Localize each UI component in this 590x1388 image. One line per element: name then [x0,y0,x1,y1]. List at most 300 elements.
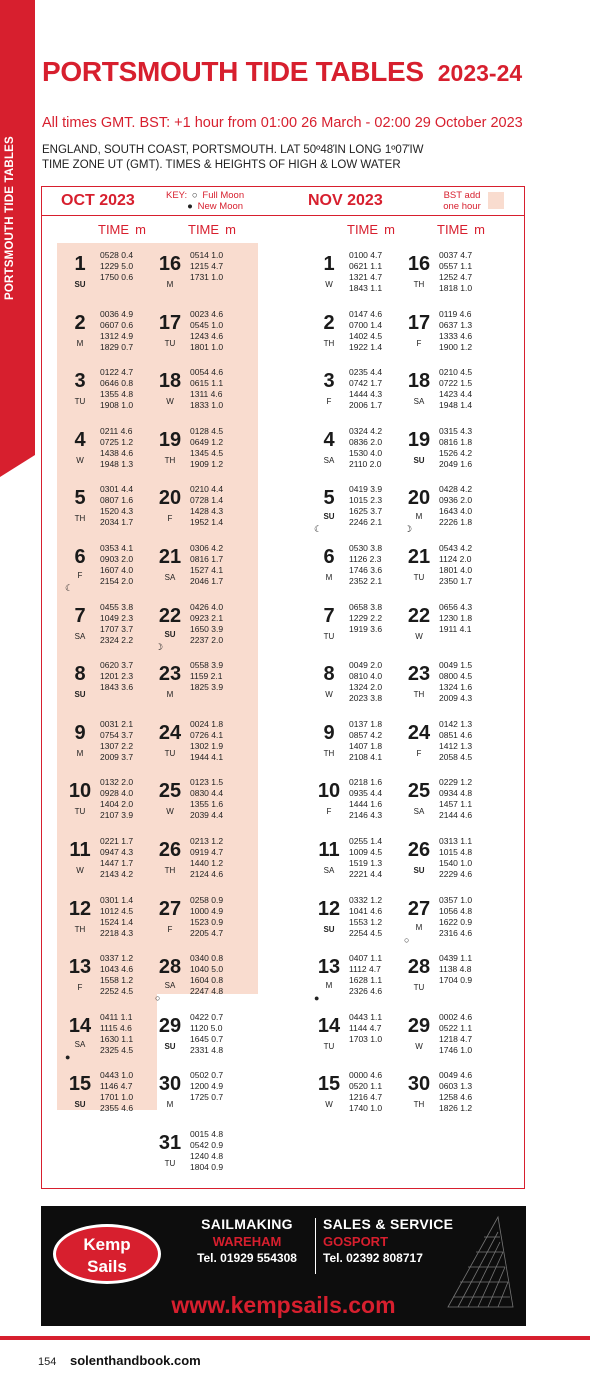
tide-day-entry [62,719,162,775]
moon-phase-icon: ☽ [155,641,164,652]
tide-time-height: 1307 2.2 [100,740,134,751]
day-number: 21 [158,546,182,568]
day-of-week: TU [413,573,425,582]
day-number: 26 [158,839,182,861]
day-number: 16 [407,253,431,275]
tide-times [439,1070,472,1114]
tide-time-height: 2254 4.5 [349,927,383,938]
tide-times [100,895,133,939]
tide-time-height: 0049 1.5 [439,660,473,671]
tide-time-height: 0522 1.1 [439,1022,473,1033]
tide-times [439,309,472,353]
col-m-label: m [225,222,236,237]
tide-times [100,543,133,587]
day-number: 7 [323,604,335,627]
tide-time-height: 0301 1.4 [100,894,134,905]
tide-time-height: 0615 1.1 [190,378,224,389]
tide-time-height: 0357 1.0 [439,894,473,905]
day-of-week: SU [164,1041,176,1051]
tide-times [190,367,223,411]
tide-time-height: 1412 1.3 [439,740,473,751]
day-number: 1 [323,253,335,275]
day-number: 23 [407,663,431,686]
tide-time-height: 0934 4.8 [439,788,473,799]
tide-time-height: 0000 4.6 [349,1070,383,1081]
day-of-week: SU [413,866,425,875]
moon-phase-icon: ○ [155,993,161,1004]
tide-time-height: 1229 2.2 [349,612,383,623]
tide-times [439,426,472,470]
tide-time-height: 0210 4.4 [190,484,224,495]
tide-times [349,367,382,411]
title-years: 2023-24 [437,60,523,86]
tide-time-height: 1523 0.9 [190,916,224,927]
col-head-oct-2 [188,222,236,237]
tide-time-height: 1628 1.1 [349,975,383,986]
tide-time-height: 1650 3.9 [190,623,224,634]
tide-time-height: 1908 1.0 [100,400,134,411]
tide-time-height: 1540 1.0 [439,858,473,868]
col-m-label: m [135,222,146,237]
tide-day-entry [152,367,252,423]
tide-day-entry [152,543,252,599]
tide-day-entry [401,367,501,423]
tide-time-height: 1115 4.6 [100,1022,132,1033]
day-of-week: W [415,1041,423,1051]
tide-time-height: 1948 1.3 [100,458,134,469]
tide-day-entry [311,777,411,833]
tide-day-entry [311,660,411,716]
tide-day-entry [152,1129,252,1185]
day-of-week: TH [413,1100,425,1110]
day-of-week: F [167,924,173,934]
tide-time-height: 1625 3.7 [349,506,383,517]
tide-time-height: 1553 1.2 [349,916,383,927]
tide-time-height: 1215 4.7 [190,261,224,271]
tide-time-height: 2006 1.7 [349,400,383,411]
day-number: 22 [407,604,431,627]
day-of-week: TH [323,748,335,758]
tide-day-entry [62,309,162,365]
tide-day-entry [152,660,252,716]
tide-day-entry [311,836,411,892]
tide-time-height: 0123 1.5 [190,777,224,788]
tide-time-height: 0542 0.9 [190,1140,224,1150]
tide-day-entry [311,367,411,423]
tide-time-height: 1407 1.8 [349,740,383,751]
tide-times [100,309,133,353]
tide-day-entry [401,543,501,599]
tide-time-height: 0620 3.7 [100,660,134,671]
tide-time-height: 2252 4.5 [100,986,134,997]
tide-times [439,836,472,880]
tide-times [349,836,382,880]
day-number: 20 [407,487,431,510]
day-of-week: SA [413,807,425,817]
day-number: 28 [407,956,431,979]
day-of-week: F [416,338,422,348]
tide-time-height: 0313 1.1 [439,836,473,846]
tide-times [190,543,223,587]
footer-site-link[interactable]: solenthandbook.com [70,1353,201,1368]
ad-col2-place: GOSPORT [323,1234,389,1249]
tide-time-height: 1520 4.3 [100,506,134,517]
tide-time-height: 1801 4.0 [439,565,473,575]
tide-time-height: 1825 3.9 [190,682,224,693]
tide-time-height: 2352 2.1 [349,576,383,586]
tide-time-height: 0621 1.1 [349,261,383,271]
tide-day-entry [311,602,411,658]
tide-time-height: 2049 1.6 [439,458,473,469]
tide-time-height: 0407 1.1 [349,953,383,964]
tide-time-height: 1230 1.8 [439,612,473,623]
tide-times [349,484,382,528]
nov-title: NOV 2023 [308,192,383,209]
day-of-week: W [76,455,84,465]
tide-time-height: 1428 4.3 [190,506,224,517]
tide-times [439,1012,472,1056]
tide-time-height: 0919 4.7 [190,847,224,857]
tide-day-entry [62,367,162,423]
bst-note [440,190,484,212]
tide-time-height: 2039 4.4 [190,810,224,821]
tide-times [349,602,382,635]
day-number: 28 [158,956,182,979]
tide-time-height: 0807 1.6 [100,495,134,506]
tide-time-height: 0419 3.9 [349,484,383,495]
tide-times [190,1070,223,1103]
day-number: 12 [317,897,341,920]
day-of-week: M [325,981,333,991]
day-number: 23 [158,663,182,686]
tide-time-height: 0455 3.8 [100,601,134,612]
tide-time-height: 0514 1.0 [190,250,224,260]
kemp-sails-logo [53,1224,161,1284]
tide-time-height: 1701 1.0 [100,1092,134,1103]
tide-time-height: 0637 1.3 [439,319,473,330]
tide-times [100,777,133,821]
tide-time-height: 1312 4.9 [100,330,134,341]
moon-phase-icon: ☾ [65,583,74,593]
tide-times [190,953,223,997]
tide-time-height: 2110 2.0 [349,458,382,469]
day-of-week: M [166,280,174,289]
tide-times [349,777,382,821]
tide-time-height: 1159 2.1 [190,671,223,682]
tide-time-height: 1056 4.8 [439,905,473,916]
page-number: 154 [38,1356,57,1368]
tide-times [190,1129,223,1173]
day-number: 29 [158,1014,182,1037]
bst-note-line-1: BST add [443,190,481,201]
day-number: 19 [158,428,182,451]
tide-time-height: 1126 2.3 [349,554,382,564]
day-number: 9 [74,721,86,744]
tide-times [439,367,472,411]
tide-times [439,895,472,939]
ad-url-link[interactable]: www.kempsails.com [171,1292,396,1318]
tide-time-height: 1948 1.4 [439,400,473,411]
day-of-week: W [76,866,84,875]
day-of-week: SU [74,280,86,289]
tide-time-height: 2124 4.6 [190,869,224,879]
tide-time-height: 0332 1.2 [349,894,383,905]
day-number: 8 [323,663,335,686]
day-number: 2 [74,311,86,334]
day-number: 16 [158,253,182,275]
day-of-week: SU [74,690,86,700]
tide-time-height: 1900 1.2 [439,341,473,352]
tide-day-entry [401,309,501,365]
day-number: 24 [158,721,182,744]
tide-time-height: 0023 4.6 [190,308,224,319]
tide-time-height: 0301 4.4 [100,484,134,495]
tide-times [190,1012,223,1056]
kemp-sails-advert[interactable] [41,1206,526,1326]
new-moon-icon: ● [187,201,193,212]
tide-time-height: 1703 1.0 [349,1033,383,1044]
tide-time-height: 1457 1.1 [439,799,473,810]
tide-time-height: 0443 1.1 [349,1011,383,1022]
tide-time-height: 1833 1.0 [190,400,224,411]
gmt-note: All times GMT. BST: +1 hour from 01:00 26 March - 02:00 29 October 2023 [42,115,523,131]
tide-times [190,719,223,763]
tide-time-height: 0036 4.9 [100,308,134,319]
tide-day-entry [401,484,501,540]
tide-day-entry [62,250,162,306]
tide-time-height: 0742 1.7 [349,378,383,389]
tide-time-height: 1630 1.1 [100,1033,134,1044]
tide-time-height: 0646 0.8 [100,378,134,389]
ad-sailmaking [183,1216,311,1265]
day-of-week: M [166,1100,174,1110]
tide-time-height: 1447 1.7 [100,858,134,868]
tide-time-height: 1000 4.9 [190,905,224,916]
title-text: PORTSMOUTH TIDE TABLES [42,56,424,87]
tide-day-entry [62,426,162,482]
tide-time-height: 1240 4.8 [190,1151,224,1161]
tide-times [100,367,133,411]
day-number: 17 [158,311,182,334]
tide-time-height: 0607 0.6 [100,319,134,330]
day-number: 29 [407,1014,431,1037]
day-of-week: W [415,631,423,641]
tide-day-entry [62,836,162,892]
tide-time-height: 1843 3.6 [100,682,134,693]
tide-times [349,719,382,763]
tide-time-height: 2331 4.8 [190,1044,224,1055]
tide-day-entry [152,426,252,482]
tide-day-entry [152,1012,252,1068]
tide-times [190,426,223,470]
tide-time-height: 0422 0.7 [190,1011,224,1022]
tide-time-height: 0658 3.8 [349,601,383,612]
tide-times [100,602,133,646]
tide-time-height: 0122 4.7 [100,367,134,378]
tide-time-height: 1643 4.0 [439,506,473,517]
tide-time-height: 2229 4.6 [439,869,473,879]
day-number: 7 [74,604,86,627]
tide-time-height: 1144 4.7 [349,1022,382,1033]
tide-time-height: 1252 4.7 [439,272,473,282]
tide-day-entry [62,1070,162,1126]
page-title [42,56,522,88]
tide-time-height: 0543 4.2 [439,543,473,553]
tide-day-entry [62,895,162,951]
tide-time-height: 1952 1.4 [190,517,224,528]
tide-day-entry [311,1012,411,1068]
day-of-week: SA [74,1039,86,1049]
tide-time-height: 0211 4.6 [100,425,133,436]
day-number: 27 [407,897,431,920]
tide-time-height: 0722 1.5 [439,378,473,389]
tide-day-entry [62,543,162,599]
ad-col1-heading: SAILMAKING [201,1216,293,1232]
tide-day-entry [311,426,411,482]
tide-time-height: 1801 1.0 [190,341,224,352]
tide-time-height: 2350 1.7 [439,576,473,586]
tide-time-height: 1404 2.0 [100,799,134,810]
tide-time-height: 0255 1.4 [349,836,383,846]
tide-day-entry [62,484,162,540]
tide-time-height: 2046 1.7 [190,576,224,586]
tide-time-height: 0119 4.6 [439,308,472,319]
tide-day-entry [152,777,252,833]
tide-time-height: 0816 1.7 [190,554,224,564]
tide-time-height: 0428 4.2 [439,484,473,495]
tide-time-height: 1243 4.6 [190,330,224,341]
day-number: 9 [323,721,335,744]
tide-day-entry [311,719,411,775]
tide-day-entry [152,1070,252,1126]
tide-times [349,426,382,470]
tide-time-height: 0324 4.2 [349,425,383,436]
day-of-week: M [76,338,84,348]
day-number: 13 [68,956,92,979]
day-of-week: TU [323,1041,335,1051]
tide-day-entry [401,777,501,833]
col-time-label: TIME [347,222,379,237]
tide-times [439,543,472,587]
tide-day-entry [311,543,411,599]
tide-time-height: 2246 2.1 [349,517,383,528]
day-of-week: M [166,690,174,700]
logo-line-1: Kemp [83,1235,131,1254]
tide-time-height: 1015 4.8 [439,847,473,857]
tide-time-height: 2146 4.3 [349,810,383,821]
day-of-week: SA [323,455,335,465]
tide-time-height: 0340 0.8 [190,953,224,964]
day-of-week: SU [74,1100,86,1110]
location-info [42,143,423,173]
ad-col2-heading: SALES & SERVICE [323,1216,454,1232]
tide-time-height: 1438 4.6 [100,447,134,458]
day-number: 18 [407,370,431,393]
tide-time-height: 2144 4.6 [439,810,473,821]
moon-phase-icon: ☽ [404,524,413,535]
day-of-week: TU [74,397,86,407]
tide-time-height: 1302 1.9 [190,740,224,751]
oct-title: OCT 2023 [61,192,135,209]
col-head-oct-1 [98,222,146,237]
tide-day-entry [62,953,162,1009]
tide-time-height: 0235 4.4 [349,367,383,378]
day-of-week: W [325,1100,333,1110]
day-of-week: M [415,922,423,932]
tide-times [190,777,223,821]
tide-time-height: 0656 4.3 [439,601,473,612]
tide-time-height: 0337 1.2 [100,953,134,964]
tide-day-entry [152,250,252,306]
day-number: 18 [158,370,182,393]
col-head-nov-2 [437,222,485,237]
tide-time-height: 1423 4.4 [439,389,473,400]
tide-time-height: 0528 0.4 [100,250,134,260]
day-number: 19 [407,428,431,451]
day-of-week: W [166,397,174,407]
day-number: 24 [407,721,431,744]
location-line-1: ENGLAND, SOUTH COAST, PORTSMOUTH. LAT 50º48ΊN LONG 1º07ΊW [42,144,424,156]
tide-time-height: 0936 2.0 [439,495,473,506]
day-of-week: F [416,748,422,758]
tide-time-height: 0830 4.4 [190,788,224,799]
tide-day-entry [401,250,501,306]
tide-time-height: 2009 3.7 [100,751,134,762]
tide-time-height: 1345 4.5 [190,447,224,458]
tide-day-entry [62,777,162,833]
day-number: 10 [68,780,92,803]
day-number: 13 [317,956,341,979]
tide-times [439,719,472,763]
tide-time-height: 2154 2.0 [100,576,134,586]
tide-times [190,836,223,880]
day-of-week: SA [413,397,425,407]
tide-time-height: 1704 0.9 [439,975,473,986]
day-number: 17 [407,311,431,334]
tide-time-height: 1558 1.2 [100,975,134,986]
day-number: 22 [158,604,182,627]
tide-time-height: 1049 2.3 [100,612,134,623]
moon-phase-icon: ☾ [314,524,323,535]
tide-time-height: 0816 1.8 [439,436,473,447]
tide-times [100,426,133,470]
tide-time-height: 0213 1.2 [190,836,224,846]
tide-time-height: 1826 1.2 [439,1103,473,1114]
tide-time-height: 0015 4.8 [190,1129,224,1139]
tide-time-height: 0700 1.4 [349,319,383,330]
full-moon-icon: ○ [191,190,198,201]
tide-times [190,309,223,353]
day-of-week: TU [164,1159,176,1168]
tide-time-height: 1124 2.0 [439,554,472,564]
day-of-week: TH [164,455,176,465]
tide-time-height: 0128 4.5 [190,425,224,436]
tide-time-height: 0411 1.1 [100,1011,133,1022]
tide-time-height: 0728 1.4 [190,495,224,506]
tide-time-height: 1922 1.4 [349,341,383,352]
key-full-moon: Full Moon [202,190,245,201]
moon-phase-icon: ● [65,1051,71,1062]
tide-day-entry [401,1070,501,1126]
day-of-week: SU [413,455,425,465]
tide-time-height: 1919 3.6 [349,623,383,634]
day-number: 25 [158,780,182,803]
tide-times [439,602,472,635]
day-of-week: M [325,573,333,582]
tide-day-entry [152,719,252,775]
tide-times [190,895,223,939]
day-of-week: F [167,514,173,524]
